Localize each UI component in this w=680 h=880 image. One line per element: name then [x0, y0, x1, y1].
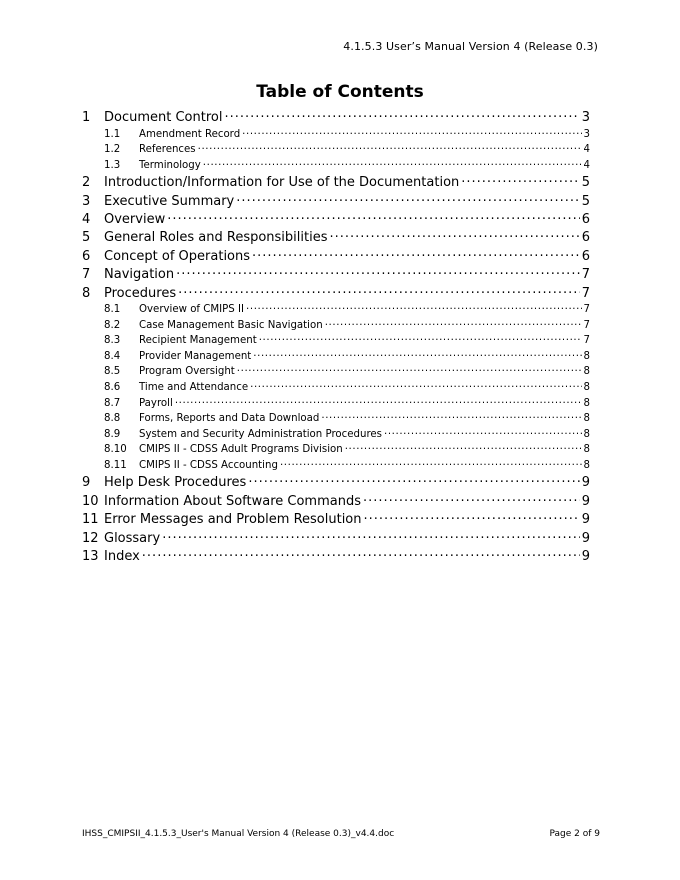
toc-entry-label[interactable]: Introduction/Information for Use of the Documentation [104, 175, 460, 191]
toc-entry-number: 8.3 [104, 335, 121, 347]
toc-entry[interactable] [82, 318, 590, 334]
toc-entry-page[interactable]: 6 [581, 248, 590, 264]
toc-entry[interactable] [82, 108, 590, 126]
toc-entry-label[interactable]: CMIPS II - CDSS Adult Programs Division [139, 444, 343, 456]
toc-entry[interactable] [82, 529, 590, 547]
toc-entry-number: 2 [82, 175, 91, 191]
toc-dot-leader [461, 173, 579, 186]
toc-entry-label[interactable]: Navigation [104, 267, 175, 283]
toc-entry-label[interactable]: General Roles and Responsibilities [104, 230, 328, 246]
toc-entry-page[interactable]: 8 [583, 350, 590, 362]
toc-dot-leader [384, 427, 582, 437]
toc-dot-leader [167, 210, 580, 223]
toc-entry-number: 5 [82, 230, 91, 246]
toc-entry-label[interactable]: References [139, 144, 196, 156]
toc-entry-page[interactable]: 8 [583, 444, 590, 456]
toc-entry-page[interactable]: 7 [581, 267, 590, 283]
toc-entry-number: 8.11 [104, 460, 127, 472]
toc-dot-leader [364, 510, 580, 523]
toc-dot-leader [246, 302, 581, 312]
toc-entry-label[interactable]: Overview [104, 211, 166, 227]
toc-dot-leader [242, 126, 581, 136]
toc-entry-number: 8.7 [104, 397, 121, 409]
toc-dot-leader [252, 247, 580, 260]
toc-entry-number: 13 [82, 549, 99, 564]
toc-dot-leader [142, 547, 580, 560]
toc-entry[interactable] [82, 302, 590, 318]
toc-entry-label[interactable]: Information About Software Commands [104, 493, 361, 509]
toc-entry-number: 7 [82, 267, 91, 283]
toc-entry-page[interactable]: 5 [581, 193, 590, 209]
toc-entry-page[interactable]: 6 [581, 211, 590, 227]
toc-entry[interactable] [82, 126, 590, 142]
footer-page-info: Page 2 of 9 [549, 829, 600, 839]
toc-dot-leader [250, 380, 581, 390]
toc-entry-page[interactable]: 8 [583, 366, 590, 378]
toc-entry-number: 12 [82, 530, 99, 546]
toc-entry-page[interactable]: 4 [583, 144, 590, 156]
page-title: Table of Contents [256, 82, 424, 102]
toc-entry-page[interactable]: 6 [581, 230, 590, 246]
toc-entry-label[interactable]: Forms, Reports and Data Download [139, 413, 320, 425]
toc-dot-leader [175, 395, 582, 405]
toc-dot-leader [237, 364, 582, 374]
toc-entry-label[interactable]: Help Desk Procedures [104, 475, 247, 491]
toc-entry-label[interactable]: System and Security Administration Procedures [139, 428, 382, 440]
toc-entry-number: 6 [82, 248, 91, 264]
toc-entry[interactable] [82, 458, 590, 474]
toc-dot-leader [363, 492, 580, 505]
toc-dot-leader [176, 265, 580, 278]
footer-filename: IHSS_CMIPSII_4.1.5.3_User's Manual Version 4 (Release 0.3)_v4.4.doc [82, 829, 395, 839]
toc-entry-number: 11 [82, 512, 99, 528]
toc-entry-page[interactable]: 9 [581, 549, 590, 564]
toc-entry[interactable] [82, 173, 590, 191]
toc-entry-number: 8.1 [104, 304, 121, 316]
toc-entry[interactable] [82, 473, 590, 491]
toc-entry-page[interactable]: 9 [581, 493, 590, 509]
toc-entry-number: 1.1 [104, 128, 121, 140]
toc-entry[interactable] [82, 510, 590, 528]
toc-entry[interactable] [82, 364, 590, 380]
toc-entry-label[interactable]: Payroll [139, 397, 173, 409]
table-of-contents [82, 108, 590, 565]
toc-entry-number: 8.4 [104, 350, 121, 362]
toc-entry[interactable] [82, 333, 590, 349]
toc-entry-number: 8.8 [104, 413, 121, 425]
toc-dot-leader [203, 158, 582, 168]
toc-entry-label[interactable]: Case Management Basic Navigation [139, 319, 323, 331]
toc-entry-page[interactable]: 3 [583, 128, 590, 140]
toc-entry[interactable] [82, 442, 590, 458]
toc-dot-leader [178, 284, 580, 297]
toc-entry-page[interactable]: 9 [581, 530, 590, 546]
toc-entry-number: 3 [82, 193, 91, 209]
toc-entry[interactable] [82, 247, 590, 265]
toc-entry-number: 10 [82, 493, 99, 509]
toc-dot-leader [259, 333, 582, 343]
toc-entry-number: 8 [82, 285, 91, 301]
toc-entry-label[interactable]: Overview of CMIPS II [139, 304, 245, 316]
toc-entry-page[interactable]: 9 [581, 512, 590, 528]
toc-dot-leader [253, 349, 581, 359]
toc-entry-number: 9 [82, 475, 91, 491]
toc-dot-leader [280, 458, 582, 468]
toc-entry-page[interactable]: 5 [581, 175, 590, 191]
toc-entry-label[interactable]: CMIPS II - CDSS Accounting [139, 460, 278, 472]
toc-entry-page[interactable]: 9 [581, 475, 590, 491]
toc-entry-number: 1.2 [104, 144, 121, 156]
toc-entry-label[interactable]: Recipient Management [139, 335, 257, 347]
toc-entry[interactable] [82, 492, 590, 510]
toc-entry-page[interactable]: 7 [583, 304, 590, 316]
toc-entry[interactable] [82, 192, 590, 210]
toc-entry-label[interactable]: Procedures [104, 285, 177, 301]
toc-entry-label[interactable]: Glossary [104, 530, 161, 546]
toc-entry[interactable] [82, 547, 590, 565]
toc-entry-page[interactable]: 8 [583, 382, 590, 394]
running-header: 4.1.5.3 User’s Manual Version 4 (Release 0.3) [343, 40, 598, 53]
toc-entry[interactable] [82, 158, 590, 174]
toc-dot-leader [330, 228, 580, 241]
toc-entry-page[interactable]: 4 [583, 159, 590, 171]
toc-entry-label[interactable]: Amendment Record [139, 128, 241, 140]
toc-entry[interactable] [82, 265, 590, 283]
toc-entry-label[interactable]: Program Oversight [139, 366, 235, 378]
toc-dot-leader [325, 318, 582, 328]
toc-entry-number: 1 [82, 110, 91, 125]
toc-entry[interactable] [82, 380, 590, 396]
toc-entry[interactable] [82, 411, 590, 427]
toc-entry-number: 8.10 [104, 444, 127, 456]
toc-entry[interactable] [82, 349, 590, 365]
toc-entry-label[interactable]: Document Control [104, 110, 223, 125]
toc-entry-number: 8.2 [104, 319, 121, 331]
toc-entry-label[interactable]: Index [104, 549, 140, 564]
toc-entry-label[interactable]: Concept of Operations [104, 248, 251, 264]
toc-entry[interactable] [82, 210, 590, 228]
toc-entry-page[interactable]: 7 [583, 335, 590, 347]
toc-entry-page[interactable]: 7 [581, 285, 590, 301]
toc-dot-leader [198, 142, 582, 152]
toc-entry-number: 8.6 [104, 382, 121, 394]
toc-dot-leader [224, 108, 579, 121]
toc-entry[interactable] [82, 427, 590, 443]
toc-entry-page[interactable]: 8 [583, 413, 590, 425]
toc-entry-number: 1.3 [104, 159, 121, 171]
toc-entry-page[interactable]: 8 [583, 397, 590, 409]
toc-entry[interactable] [82, 284, 590, 302]
toc-entry-label[interactable]: Time and Attendance [139, 382, 249, 394]
toc-entry-number: 8.9 [104, 428, 121, 440]
toc-dot-leader [321, 411, 581, 421]
toc-entry-page[interactable]: 7 [583, 319, 590, 331]
toc-dot-leader [236, 192, 579, 205]
toc-dot-leader [248, 473, 579, 486]
toc-entry-number: 4 [82, 211, 91, 227]
toc-entry-label[interactable]: Provider Management [139, 350, 252, 362]
toc-entry-page[interactable]: 8 [583, 460, 590, 472]
toc-entry-label[interactable]: Error Messages and Problem Resolution [104, 512, 362, 528]
toc-entry[interactable] [82, 228, 590, 246]
toc-entry-label[interactable]: Executive Summary [104, 193, 235, 209]
toc-dot-leader [162, 529, 580, 542]
toc-entry[interactable] [82, 142, 590, 158]
toc-dot-leader [345, 442, 582, 452]
toc-entry-page[interactable]: 8 [583, 428, 590, 440]
toc-entry[interactable] [82, 395, 590, 411]
toc-entry-number: 8.5 [104, 366, 121, 378]
toc-entry-page[interactable]: 3 [581, 110, 590, 125]
toc-entry-label[interactable]: Terminology [139, 159, 201, 171]
